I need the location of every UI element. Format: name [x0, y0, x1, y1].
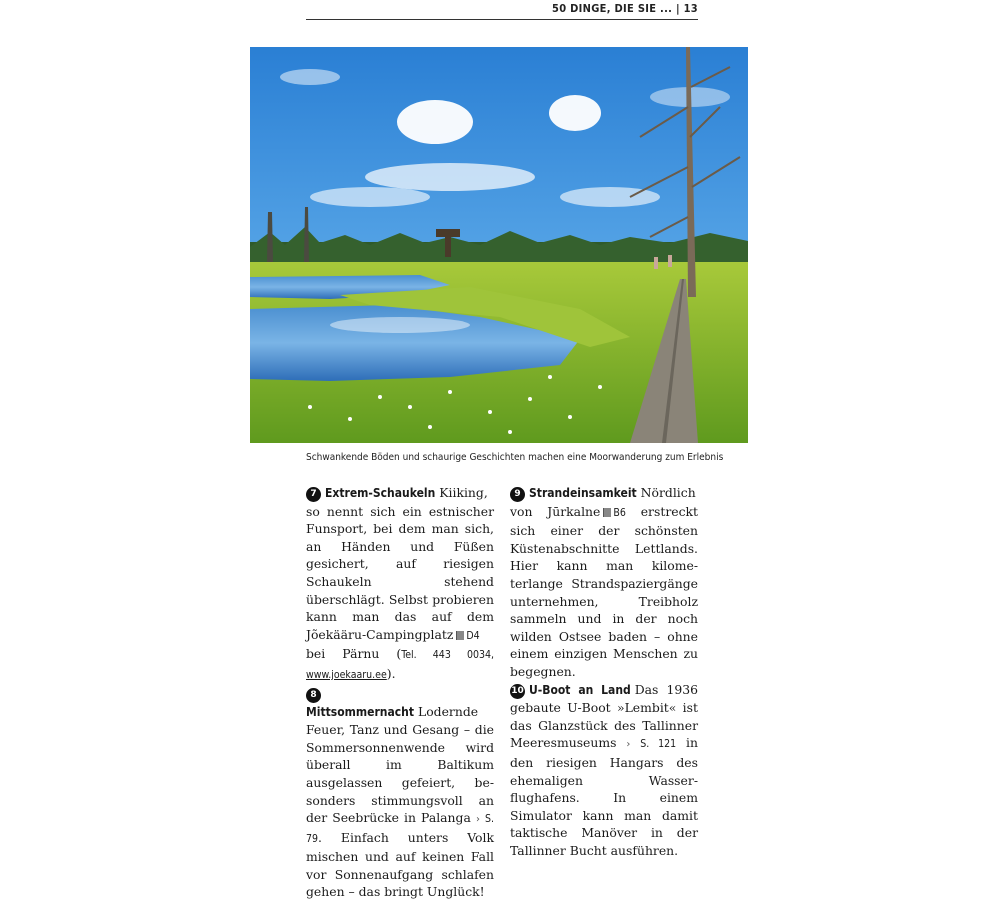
item-number-badge: 9 — [510, 487, 525, 502]
photo-caption: Schwankende Böden und schaurige Geschichten machen eine Moorwanderung zum Erlebnis — [306, 452, 724, 463]
item-strandeinsamkeit — [510, 484, 698, 681]
item-body: . Einfach unters Volk mischen und auf keinen Fall vor Sonnenaufgang schlafen gehen – das bringt Unglück! — [306, 829, 494, 900]
item-body: Lodernde Feuer, Tanz und Gesang – die Sommersonnenwende wird überall im Baltikum ausgelassen gefeiert, besonders stimmungsvoll an der Seebrücke in Palanga — [306, 703, 494, 826]
item-title: Strandeinsamkeit — [529, 486, 637, 500]
map-reference: B6 — [613, 506, 626, 519]
map-icon — [603, 508, 611, 517]
text-column-left — [306, 484, 494, 901]
item-u-boot-an-land — [510, 681, 698, 860]
item-number-badge: 7 — [306, 487, 321, 502]
item-body: bei Pärnu ( — [306, 646, 402, 662]
item-body: in den riesigen Hangars des ehemaligen Wasserflughafens. In einem Simulator kann man damit taktische Manöver in der Tallinner Bucht ausführen. — [510, 735, 698, 858]
telephone-number: Tel. 443 0034, — [401, 649, 494, 662]
item-mittsommernacht — [306, 685, 494, 901]
page-reference-arrow-icon: › — [475, 814, 480, 826]
item-number-badge: 10 — [510, 684, 525, 699]
item-title: U-Boot an Land — [529, 682, 631, 697]
item-body: erstreckt sich einer der schönsten Küstenabschnitte Lettlands. Hier kann man kilometerlange Strandspaziergänge unternehmen, Treibholz sammeln und in der noch wilden Ostsee baden – ohne einem einzigen Menschen zu begegnen. — [510, 503, 699, 679]
page-reference-arrow-icon: › — [626, 739, 631, 751]
item-title: Mittsommernacht — [306, 704, 414, 719]
item-title: Extrem-Schaukeln — [325, 486, 436, 500]
item-extrem-schaukeln — [306, 484, 494, 685]
running-header — [306, 0, 698, 20]
map-icon — [456, 631, 464, 640]
bog-landscape-photo — [250, 47, 748, 443]
page-reference: S. 79 — [306, 813, 494, 845]
text-column-right — [510, 484, 698, 859]
item-body: Nördlich von Jūrkalne — [510, 485, 696, 519]
website-link[interactable]: www.joekaaru.ee — [306, 668, 387, 681]
map-reference: D4 — [466, 629, 480, 642]
item-number-badge: 8 — [306, 688, 321, 703]
header-text: 50 DINGE, DIE SIE ... | 13 — [552, 2, 698, 15]
item-body: Kiiking, so nennt sich ein estnischer Funsport, bei dem man sich, an Händen und Füßen gesichert, auf riesigen Schaukeln stehend überschlägt. Selbst probieren kann man das auf dem Jõekääru-Campingplatz — [306, 485, 494, 642]
item-body: Das 1936 gebaute U-Boot »Lembit« ist das Glanzstück des Tallinner Meeresmuseums — [510, 681, 698, 751]
item-body: ). — [386, 665, 396, 681]
page-reference: S. 121 — [640, 738, 677, 751]
